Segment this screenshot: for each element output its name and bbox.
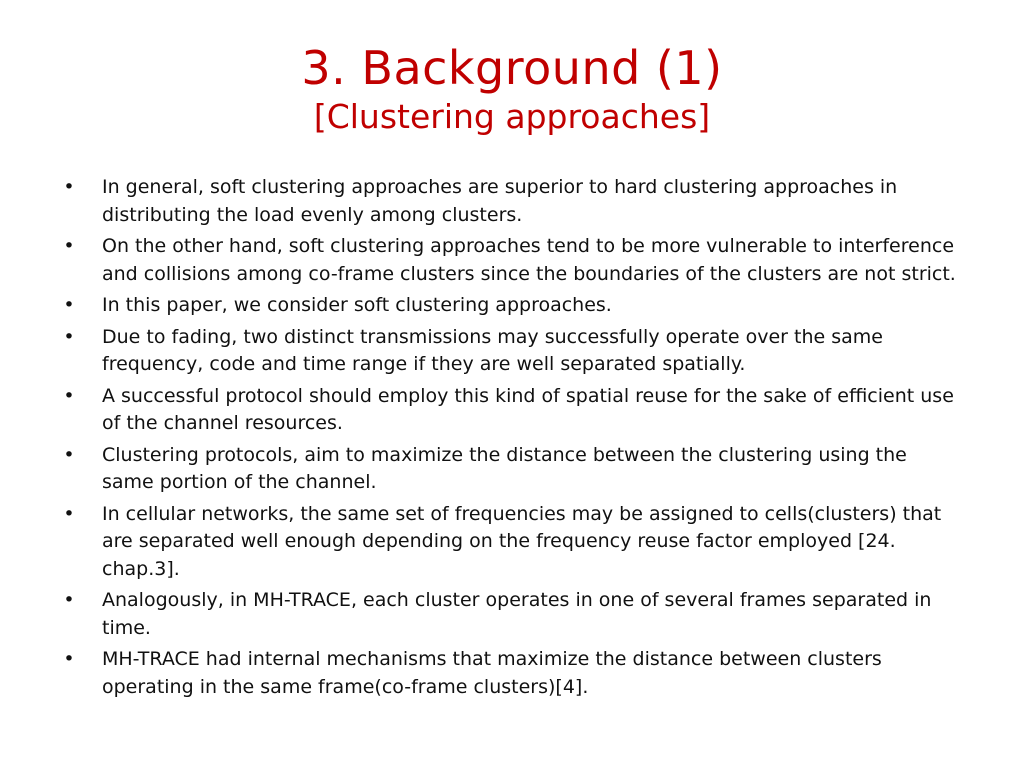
bullet-dot-icon: • — [63, 648, 75, 670]
bullet-text: MH-TRACE had internal mechanisms that maximize the distance between clusters operating in the same frame(co-frame clusters)[4]. — [102, 648, 882, 698]
bullet-item — [62, 587, 962, 642]
bullet-text: Clustering protocols, aim to maximize the distance between the clustering using the same portion of the channel. — [102, 443, 907, 493]
bullet-text: In general, soft clustering approaches are superior to hard clustering approaches in distributing the load evenly among clusters. — [102, 176, 898, 226]
bullet-dot-icon: • — [63, 325, 75, 348]
bullet-text: In cellular networks, the same set of frequencies may be assigned to cells(clusters) that are separated well enough depending on the frequency reuse factor employed [24. chap.3]. — [102, 502, 942, 580]
bullet-text: Due to fading, two distinct transmissions may successfully operate over the same frequency, code and time range if they are well separated spatially. — [102, 325, 883, 375]
bullet-dot-icon: • — [63, 443, 75, 466]
bullet-dot-icon: • — [63, 176, 75, 198]
slide-title: 3. Background (1) — [301, 41, 723, 95]
bullet-item — [62, 292, 962, 320]
bullet-text: A successful protocol should employ this kind of spatial reuse for the sake of efficient use of the channel resources. — [102, 384, 954, 434]
bullet-item — [62, 174, 962, 229]
bullet-item — [62, 646, 962, 701]
bullet-text: Analogously, in MH-TRACE, each cluster operates in one of several frames separated in time. — [102, 589, 932, 639]
bullet-text: On the other hand, soft clustering approaches tend to be more vulnerable to interference and collisions among co-frame clusters since the boundaries of the clusters are not strict. — [102, 235, 956, 285]
bullet-dot-icon: • — [63, 294, 75, 316]
bullet-dot-icon: • — [63, 502, 75, 525]
bullet-item — [62, 383, 962, 438]
bullet-item — [62, 324, 962, 379]
slide-subtitle: [Clustering approaches] — [313, 97, 711, 136]
bullet-item — [62, 501, 962, 584]
bullet-text: In this paper, we consider soft clustering approaches. — [102, 294, 612, 316]
title-block — [0, 38, 1024, 138]
bullet-dot-icon: • — [63, 384, 75, 407]
bullet-item — [62, 442, 962, 497]
bullet-item — [62, 233, 962, 288]
bullet-dot-icon: • — [63, 589, 75, 611]
bullet-list — [62, 174, 962, 705]
bullet-dot-icon: • — [63, 235, 75, 257]
